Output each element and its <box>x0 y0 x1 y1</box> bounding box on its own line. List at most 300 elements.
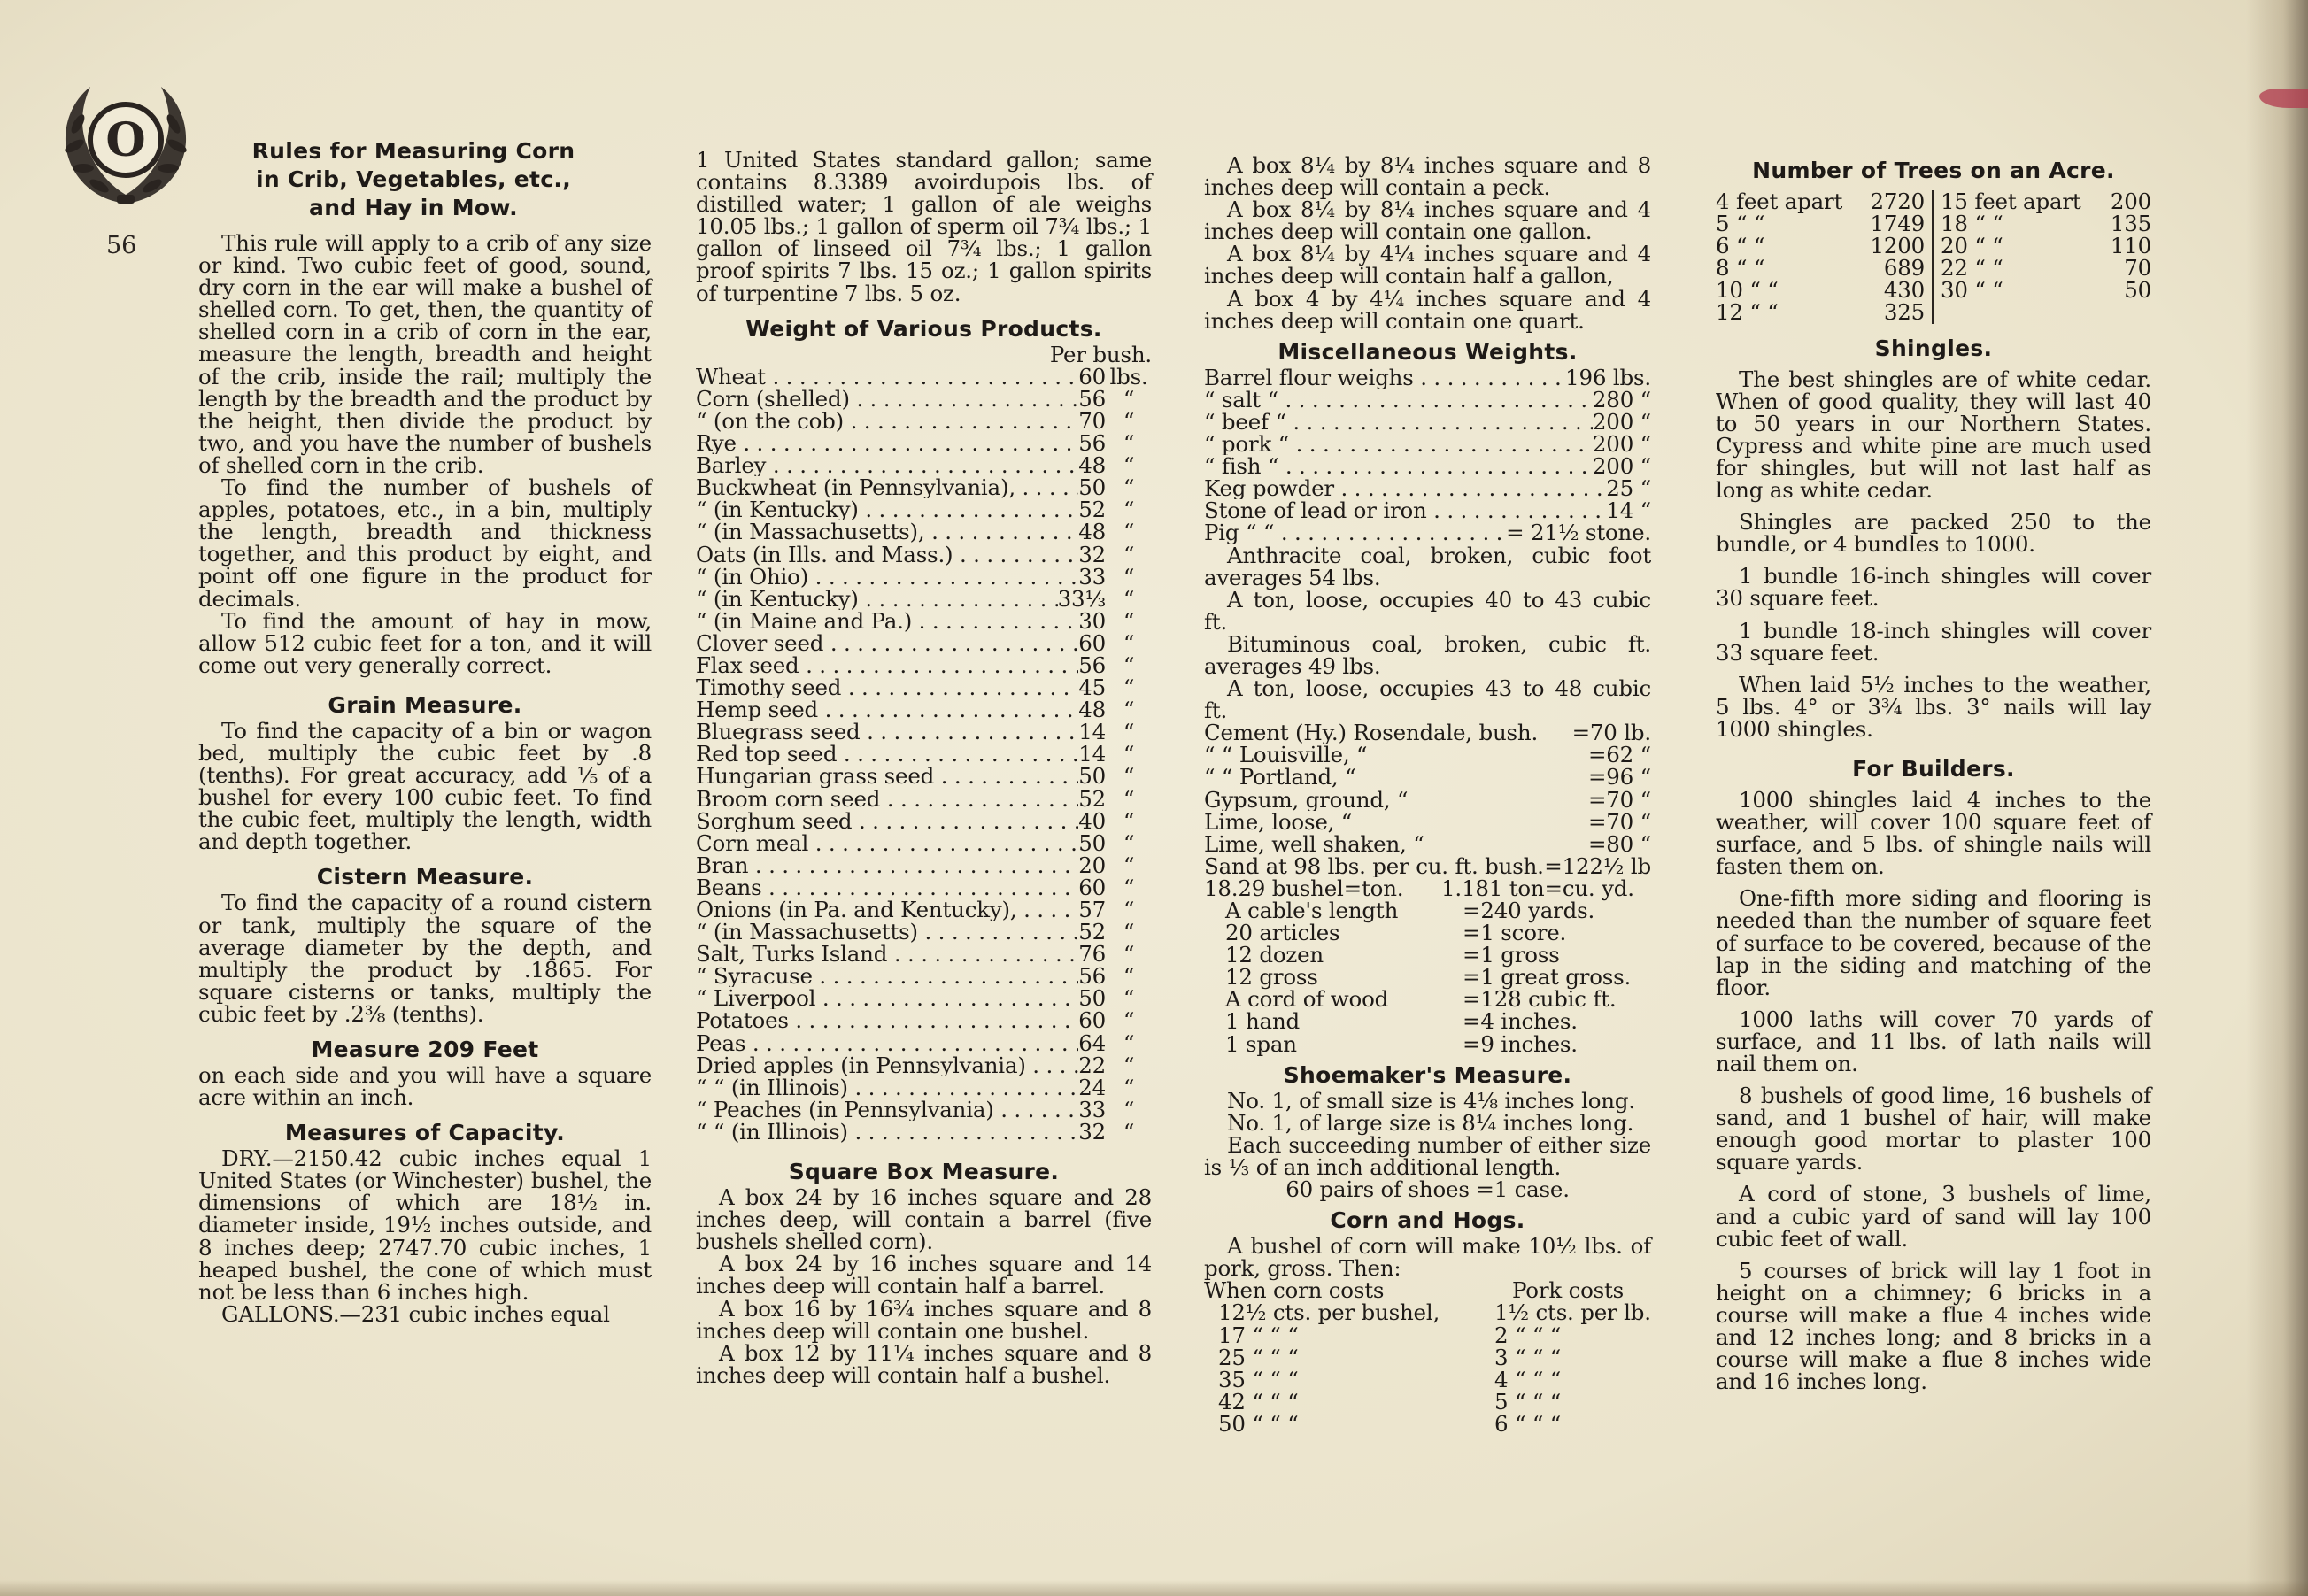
table-row <box>696 1076 1152 1099</box>
measure-name: 1 span <box>1225 1030 1297 1057</box>
table-row <box>1204 386 1651 412</box>
product-value: 50 <box>1078 829 1106 856</box>
paragraph: A box 12 by 11¼ inches square and 8 inches deep will contain half a bushel. <box>696 1339 1152 1388</box>
table-row <box>1716 299 1925 326</box>
table-row <box>1204 1366 1651 1392</box>
table-row <box>1204 766 1651 788</box>
paragraph: 1000 shingles laid 4 inches to the weather, will cover 100 square feet of surface, and 5 lbs. of shingle nails will fasten them on. <box>1716 786 2151 880</box>
product-name: Corn meal . . . <box>696 832 1078 854</box>
misc-item-value: = 21½ stone. <box>1506 520 1651 546</box>
table-row <box>696 654 1152 676</box>
trees-spacing: 10 “ “ <box>1716 277 1779 304</box>
cement-item-value: =96 “ <box>1587 764 1651 790</box>
wreath-monogram-icon <box>55 71 197 212</box>
misc-item-name: Stone of lead or iron . . . <box>1204 499 1606 521</box>
cement-item-value: =122½ lb <box>1544 852 1651 879</box>
hogs-first-row <box>1204 1299 1651 1326</box>
measure-value: =1 score. <box>1463 920 1567 946</box>
trees-count: 70 <box>2124 255 2151 281</box>
table-row <box>696 854 1152 876</box>
product-name: “ “ (in Illinois) . . . <box>696 1076 1078 1099</box>
cement-item-name: Lime, well shaken, “ <box>1204 832 1424 855</box>
table-row <box>696 452 1152 479</box>
trees-count: 1200 <box>1870 233 1925 259</box>
product-value: 70 <box>1078 407 1106 434</box>
product-value: 48 <box>1078 519 1106 545</box>
table-row <box>696 876 1152 898</box>
table-row <box>1204 453 1651 480</box>
hogs-corn-price: 25 “ “ “ <box>1218 1344 1299 1370</box>
table-row <box>1204 1030 1651 1057</box>
product-value: 32 <box>1078 541 1106 567</box>
trees-count: 50 <box>2124 277 2151 304</box>
measure-name: A cable's length <box>1225 898 1399 923</box>
table-row <box>696 563 1152 590</box>
product-value: 48 <box>1078 697 1106 723</box>
product-name: “ Liverpool . . . <box>696 987 1078 1009</box>
misc-item-name: “ pork “ . . . <box>1204 433 1593 455</box>
product-unit: “ <box>1123 985 1135 1012</box>
table-row <box>1716 235 1925 257</box>
section-title-weight-products: Weight of Various Products. <box>745 315 1102 342</box>
product-name: Onions (in Pa. and Kentucky), . . . <box>696 898 1078 921</box>
product-value: 20 <box>1078 852 1106 878</box>
paragraph: A box 24 by 16 inches square and 14 inches deep will contain half a barrel. <box>696 1251 1152 1299</box>
section-title-shoemaker: Shoemaker's Measure. <box>1283 1061 1572 1088</box>
misc-item-value: 14 “ <box>1606 497 1651 524</box>
product-name: “ (on the cob) . . . <box>696 410 1078 432</box>
product-name: “ Syracuse . . . <box>696 965 1078 987</box>
product-value: 22 <box>1078 1052 1106 1078</box>
trees-count: 1749 <box>1870 211 1925 237</box>
hogs-header-left: When corn costs <box>1204 1277 1385 1304</box>
table-row <box>1204 921 1651 944</box>
product-name: Oats (in Ills. and Mass.) . . . <box>696 544 1078 566</box>
cement-item-name: “ “ Louisville, “ <box>1204 744 1368 767</box>
table-row <box>696 985 1152 1012</box>
trees-count: 325 <box>1883 299 1925 326</box>
table-row <box>1204 830 1651 857</box>
table-row <box>696 743 1152 765</box>
product-value: 24 <box>1078 1074 1106 1100</box>
table-row <box>1941 235 2151 257</box>
product-value: 60 <box>1078 1007 1106 1034</box>
measure-value: =128 cubic ft. <box>1463 986 1617 1013</box>
paragraph: 1 bundle 18-inch shingles will cover 33 square feet. <box>1716 617 2151 666</box>
product-value: 40 <box>1078 807 1106 834</box>
trees-spacing: 8 “ “ <box>1716 255 1765 281</box>
cement-item-value: =70 “ <box>1587 808 1651 835</box>
hogs-pork-price: 4 “ “ “ <box>1494 1366 1562 1392</box>
paragraph: Shingles are packed 250 to the bundle, or 4 bundles to 1000. <box>1716 509 2151 558</box>
trees-table <box>1716 190 2151 324</box>
product-name: Bluegrass seed . . . <box>696 721 1078 743</box>
table-row <box>696 520 1152 543</box>
paragraph: A box 4 by 4¼ inches square and 4 inches deep will contain one quart. <box>1204 285 1651 334</box>
table-row <box>1204 1388 1651 1415</box>
table-row <box>1204 1324 1651 1346</box>
paragraph: To find the capacity of a round cistern or tank, multiply the square of the average diameter by the depth, and multiply the product by .1865. For square cisterns or tanks, multiply the cubic feet by .2⅜ (tenths). <box>198 890 652 1027</box>
product-unit: “ <box>1123 719 1135 745</box>
product-unit: “ <box>1123 675 1135 701</box>
product-value: 52 <box>1078 497 1106 523</box>
misc-item-name: Pig “ “ . . . <box>1204 521 1506 544</box>
product-unit: “ <box>1123 1074 1135 1100</box>
paragraph: 60 pairs of shoes =1 case. <box>1285 1176 1570 1203</box>
product-value: 56 <box>1078 430 1106 457</box>
measure-name: 12 gross <box>1225 964 1318 991</box>
table-row <box>696 1029 1152 1056</box>
product-unit: “ <box>1123 585 1135 612</box>
paragraph: Bituminous coal, broken, cubic ft. averages 49 lbs. <box>1204 630 1651 679</box>
table-row <box>696 607 1152 634</box>
table-row <box>696 497 1152 523</box>
bushel-ton-row <box>1204 877 1651 899</box>
product-unit: “ <box>1123 919 1135 945</box>
table-row <box>1716 277 1925 304</box>
product-unit: “ <box>1123 941 1135 968</box>
paragraph: 1 United States standard gallon; same contains 8.3389 avoirdupois lbs. of distilled water; 1 gallon of ale weighs 10.05 lbs.; 1 gallon of sperm oil 7¾ lbs.; 1 gallon of linseed oil 7¾ lbs.; 1 gallon proof spirits 7 lbs. 15 oz.; 1 gallon spirits of turpentine 7 lbs. 5 oz. <box>696 147 1152 306</box>
bushel-ton-b: 1.181 ton=cu. yd. <box>1441 875 1634 901</box>
table-row <box>696 407 1152 434</box>
product-unit: “ <box>1123 963 1135 990</box>
product-name: Clover seed . . . <box>696 632 1078 654</box>
trees-count: 200 <box>2110 189 2151 214</box>
measures-table <box>1204 899 1651 1055</box>
product-name: Corn (shelled) . . . <box>696 388 1078 410</box>
hogs-pork-price: 2 “ “ “ <box>1494 1322 1562 1348</box>
table-row <box>1941 257 2151 279</box>
table-row <box>696 363 1152 389</box>
paragraph: A box 24 by 16 inches square and 28 inches deep, will contain a barrel (five bushels shelled corn). <box>696 1184 1152 1255</box>
product-name: Peas . . . <box>696 1032 1078 1054</box>
cement-item-name: Gypsum, ground, “ <box>1204 788 1409 811</box>
table-row <box>696 763 1152 790</box>
paragraph: 8 bushels of good lime, 16 bushels of sand, and 1 bushel of hair, will make enough good mortar to plaster 100 square yards. <box>1716 1083 2151 1176</box>
misc-item-value: 25 “ <box>1606 475 1651 502</box>
table-row <box>696 1007 1152 1034</box>
product-name: Rye . . . <box>696 432 1078 454</box>
paragraph: 1 bundle 16-inch shingles will cover 30 square feet. <box>1716 563 2151 612</box>
cement-item-name: Lime, loose, “ <box>1204 810 1353 833</box>
product-name: Wheat . . . <box>696 366 1078 388</box>
product-name: Beans . . . <box>696 876 1078 898</box>
paragraph: 1000 laths will cover 70 yards of surface, and 11 lbs. of lath nails will nail them on. <box>1716 1006 2151 1076</box>
product-value: 48 <box>1078 452 1106 479</box>
product-value: 30 <box>1078 607 1106 634</box>
product-value: 60 <box>1078 629 1106 656</box>
table-row <box>1204 744 1651 766</box>
measure-value: =9 inches. <box>1463 1030 1578 1057</box>
measure-name: 20 articles <box>1225 920 1340 946</box>
per-bushel-header: Per bush. <box>1049 341 1152 367</box>
product-unit: “ <box>1123 452 1135 479</box>
products-table <box>696 363 1152 1145</box>
paragraph: 5 courses of brick will lay 1 foot in height on a chimney; 6 bricks in a course will make a flue 4 inches wide and 12 inches long; and 8 bricks in a course will make a flue 8 inches wide and 16 inches long. <box>1716 1257 2151 1395</box>
hogs-table <box>1204 1324 1651 1435</box>
table-row <box>696 1118 1152 1145</box>
table-row <box>696 430 1152 457</box>
page-bottom-edge <box>0 1580 2308 1596</box>
table-row <box>1716 257 1925 279</box>
table-row <box>696 1096 1152 1122</box>
paragraph: Each succeeding number of either size is ⅓ of an inch additional length. <box>1204 1131 1651 1180</box>
misc-item-value: 200 “ <box>1592 453 1651 480</box>
misc-item-name: “ beef “ . . . <box>1204 411 1593 433</box>
table-row <box>696 807 1152 834</box>
hogs-corn-price: 42 “ “ “ <box>1218 1388 1299 1415</box>
paragraph: To find the amount of hay in mow, allow 512 cubic feet for a ton, and it will come out very generally correct. <box>198 607 652 678</box>
product-value: 33 <box>1078 563 1106 590</box>
measure-value: =4 inches. <box>1463 1008 1578 1035</box>
product-unit: “ <box>1123 1118 1135 1145</box>
column-3 <box>1204 154 1651 1435</box>
table-row <box>1716 212 1925 235</box>
measure-name: A cord of wood <box>1225 986 1389 1013</box>
product-unit: “ <box>1123 697 1135 723</box>
table-row <box>696 385 1152 412</box>
product-unit: “ <box>1123 519 1135 545</box>
product-unit: “ <box>1123 897 1135 922</box>
trees-count: 110 <box>2110 233 2151 259</box>
section-title-misc-weights: Miscellaneous Weights. <box>1278 338 1578 365</box>
product-value: 33⅓ <box>1057 585 1106 612</box>
product-unit: “ <box>1123 741 1135 767</box>
table-row <box>1204 721 1651 744</box>
paragraph: A box 8¼ by 8¼ inches square and 8 inches deep will contain a peck. <box>1204 152 1651 201</box>
product-value: 52 <box>1078 785 1106 812</box>
product-name: “ (in Maine and Pa.) . . . <box>696 610 1078 632</box>
table-row <box>1941 212 2151 235</box>
trees-spacing: 15 feet apart <box>1941 189 2081 214</box>
trees-table-left <box>1716 190 1934 324</box>
hogs-corn-price: 12½ cts. per bushel, <box>1218 1299 1440 1326</box>
column-2 <box>696 149 1152 1386</box>
product-unit: “ <box>1123 541 1135 567</box>
product-name: “ (in Kentucky) . . . <box>696 498 1078 520</box>
section-title-measure-209: Measure 209 Feet <box>311 1037 539 1062</box>
paragraph: The best shingles are of white cedar. When of good quality, they will last 40 to 50 years in our Northern States. Cypress and white pine are much used for shingles, but will not last half as long as white cedar. <box>1716 366 2151 504</box>
product-unit: “ <box>1123 1096 1135 1122</box>
hogs-header-right: Pork costs <box>1512 1277 1625 1304</box>
paragraph: on each side and you will have a square acre within an inch. <box>198 1062 652 1111</box>
misc-item-value: 196 lbs. <box>1565 364 1651 390</box>
product-unit: “ <box>1123 652 1135 678</box>
table-row <box>696 941 1152 968</box>
table-row <box>1204 1410 1651 1437</box>
section-title-measures-capacity: Measures of Capacity. <box>284 1120 566 1146</box>
paragraph: GALLONS.—231 cubic inches equal <box>221 1300 610 1327</box>
paragraph: A box 8¼ by 4¼ inches square and 4 inches deep will contain half a gallon, <box>1204 241 1651 289</box>
product-value: 50 <box>1078 474 1106 501</box>
paragraph: To find the capacity of a bin or wagon bed, multiply the cubic feet by .8 (tenths). For great accuracy, add ⅕ of a bushel for every 100 cubic feet. To find the cubic feet, multiply the length, width and depth together. <box>198 717 652 855</box>
table-row <box>1204 964 1651 991</box>
product-name: Hungarian grass seed . . . <box>696 765 1078 787</box>
page-number: 56 <box>106 232 137 259</box>
measure-name: 1 hand <box>1225 1008 1301 1035</box>
measure-name: 12 dozen <box>1225 942 1324 968</box>
product-name: Red top seed . . . <box>696 743 1078 765</box>
product-value: 57 <box>1078 897 1106 922</box>
product-unit: “ <box>1123 1052 1135 1078</box>
trees-spacing: 30 “ “ <box>1941 277 2003 304</box>
table-row <box>696 541 1152 567</box>
product-name: Broom corn seed . . . <box>696 788 1078 810</box>
measure-value: =1 gross <box>1463 942 1560 968</box>
product-value: 60 <box>1078 874 1106 900</box>
product-name: Buckwheat (in Pennsylvania), . . . <box>696 476 1078 498</box>
misc-item-value: 200 “ <box>1592 431 1651 458</box>
trees-spacing: 4 feet apart <box>1716 189 1843 214</box>
section-title-cistern-measure: Cistern Measure. <box>316 864 534 891</box>
paragraph: A box 8¼ by 8¼ inches square and 4 inches deep will contain one gallon. <box>1204 197 1651 245</box>
section-title-measuring-corn: Rules for Measuring Corn in Crib, Vegetables, etc., and Hay in Mow. <box>251 138 575 220</box>
monogram-letter: O <box>105 113 146 167</box>
product-value: 56 <box>1078 652 1106 678</box>
paragraph: A ton, loose, occupies 40 to 43 cubic ft. <box>1204 586 1651 635</box>
product-value: 14 <box>1078 719 1106 745</box>
table-row <box>1204 899 1651 921</box>
misc-item-name: “ fish “ . . . <box>1204 455 1593 477</box>
product-unit: “ <box>1123 1007 1135 1034</box>
trees-spacing: 6 “ “ <box>1716 233 1765 259</box>
product-name: Flax seed . . . <box>696 654 1078 676</box>
section-title-square-box: Square Box Measure. <box>788 1159 1060 1185</box>
paragraph: A bushel of corn will make 10½ lbs. of pork, gross. Then: <box>1204 1233 1651 1282</box>
product-name: “ “ (in Illinois) . . . <box>696 1121 1078 1143</box>
hogs-header <box>1204 1277 1651 1304</box>
paragraph: No. 1, of large size is 8¼ inches long. <box>1227 1109 1634 1136</box>
table-row <box>696 474 1152 501</box>
paragraph: Anthracite coal, broken, cubic foot averages 54 lbs. <box>1204 542 1651 590</box>
product-name: Salt, Turks Island . . . <box>696 943 1078 965</box>
trees-spacing: 22 “ “ <box>1941 255 2003 281</box>
paragraph: A cord of stone, 3 bushels of lime, and a cubic yard of sand will lay 100 cubic feet of wall. <box>1716 1181 2151 1252</box>
column-4 <box>1716 156 2151 1395</box>
misc-item-value: 280 “ <box>1592 386 1651 412</box>
trees-spacing: 5 “ “ <box>1716 211 1765 237</box>
table-row <box>1204 986 1651 1013</box>
product-unit: “ <box>1123 497 1135 523</box>
table-row <box>696 921 1152 943</box>
cement-item-value: =62 “ <box>1587 742 1651 768</box>
hogs-pork-price: 1½ cts. per lb. <box>1494 1299 1651 1326</box>
product-unit: “ <box>1123 474 1135 501</box>
table-row <box>1204 497 1651 524</box>
paragraph: To find the number of bushels of apples, potatoes, etc., in a bin, multiply the length, breadth and thickness together, and this product by eight, and point off one figure in the product for decimals. <box>198 474 652 612</box>
hogs-pork-price: 5 “ “ “ <box>1494 1388 1562 1415</box>
misc-weights-table <box>1204 366 1651 544</box>
product-unit: “ <box>1123 829 1135 856</box>
product-name: “ (in Ohio) . . . <box>696 566 1078 588</box>
product-name: Potatoes . . . <box>696 1009 1078 1031</box>
cement-item-value: =70 lb. <box>1571 720 1651 746</box>
bushel-ton-a: 18.29 bushel=ton. <box>1204 875 1404 901</box>
product-value: 45 <box>1078 675 1106 701</box>
section-title-grain-measure: Grain Measure. <box>328 691 522 718</box>
hogs-pork-price: 6 “ “ “ <box>1494 1410 1562 1437</box>
column-1 <box>198 137 652 1325</box>
table-row <box>1204 431 1651 458</box>
misc-item-name: “ salt “ . . . <box>1204 389 1593 411</box>
product-value: 76 <box>1078 941 1106 968</box>
cement-item-name: “ “ Portland, “ <box>1204 766 1356 789</box>
measure-value: =240 yards. <box>1463 898 1595 923</box>
table-row <box>1941 190 2151 212</box>
product-unit: “ <box>1123 1029 1135 1056</box>
table-row <box>696 963 1152 990</box>
table-row <box>696 721 1152 743</box>
product-value: 56 <box>1078 963 1106 990</box>
product-unit: “ <box>1123 785 1135 812</box>
trees-spacing: 18 “ “ <box>1941 211 2003 237</box>
product-name: Bran . . . <box>696 854 1078 876</box>
product-value: 32 <box>1078 1118 1106 1145</box>
product-name: Timothy seed . . . <box>696 676 1078 698</box>
product-unit: “ <box>1123 407 1135 434</box>
table-row <box>696 585 1152 612</box>
cement-item-name: Sand at 98 lbs. per cu. ft. bush. <box>1204 854 1544 877</box>
paragraph: When laid 5½ inches to the weather, 5 lbs. 4° or 3¾ lbs. 3° nails will lay 1000 shingles. <box>1716 671 2151 742</box>
product-unit: “ <box>1123 385 1135 412</box>
hogs-corn-price: 35 “ “ “ <box>1218 1366 1299 1392</box>
table-row <box>1204 521 1651 544</box>
table-row <box>1204 475 1651 502</box>
product-unit: “ <box>1123 763 1135 790</box>
product-unit: “ <box>1123 430 1135 457</box>
section-title-corn-hogs: Corn and Hogs. <box>1330 1207 1525 1234</box>
trees-spacing: 12 “ “ <box>1716 299 1779 326</box>
product-name: “ (in Kentucky) . . . <box>696 588 1058 610</box>
table-row <box>1204 944 1651 966</box>
product-name: “ (in Massachusetts), . . . <box>696 520 1078 543</box>
product-unit: “ <box>1123 807 1135 834</box>
product-name: “ (in Massachusetts) . . . <box>696 921 1078 943</box>
paragraph: One-fifth more siding and flooring is needed than the number of square feet of surface to be covered, because of the lap in the siding and matching of the floor. <box>1716 885 2151 1000</box>
table-row <box>696 829 1152 856</box>
table-row <box>696 629 1152 656</box>
misc-item-name: Keg powder . . . <box>1204 477 1606 499</box>
measure-value: =1 great gross. <box>1463 964 1632 991</box>
product-unit: “ <box>1123 852 1135 878</box>
table-row <box>696 898 1152 921</box>
product-value: 52 <box>1078 919 1106 945</box>
trees-count: 430 <box>1883 277 1925 304</box>
table-row <box>1204 366 1651 389</box>
paragraph: A ton, loose, occupies 43 to 48 cubic ft. <box>1204 675 1651 724</box>
product-name: Hemp seed . . . <box>696 698 1078 721</box>
table-row <box>696 698 1152 721</box>
table-row <box>696 1054 1152 1076</box>
product-value: 56 <box>1078 385 1106 412</box>
paragraph: DRY.—2150.42 cubic inches equal 1 United States (or Winchester) bushel, the dimensions of which are 18½ in. diameter inside, 19½ inches outside, and 8 inches deep; 2747.70 cubic inches, 1 heaped bushel, the cone of which must not be less than 6 inches high. <box>198 1145 652 1305</box>
product-name: Sorghum seed . . . <box>696 810 1078 832</box>
product-value: 14 <box>1078 741 1106 767</box>
product-value: 60 <box>1078 363 1106 389</box>
product-name: Barley . . . <box>696 454 1078 476</box>
table-row <box>1716 190 1925 212</box>
hogs-pork-price: 3 “ “ “ <box>1494 1344 1562 1370</box>
product-unit: “ <box>1123 563 1135 590</box>
product-value: 50 <box>1078 985 1106 1012</box>
product-unit: “ <box>1123 629 1135 656</box>
table-row <box>1204 786 1651 813</box>
hogs-corn-price: 17 “ “ “ <box>1218 1322 1299 1348</box>
book-spine-shadow <box>2246 0 2308 1596</box>
table-row <box>696 785 1152 812</box>
table-row <box>1941 277 2151 304</box>
table-row <box>1204 1346 1651 1369</box>
